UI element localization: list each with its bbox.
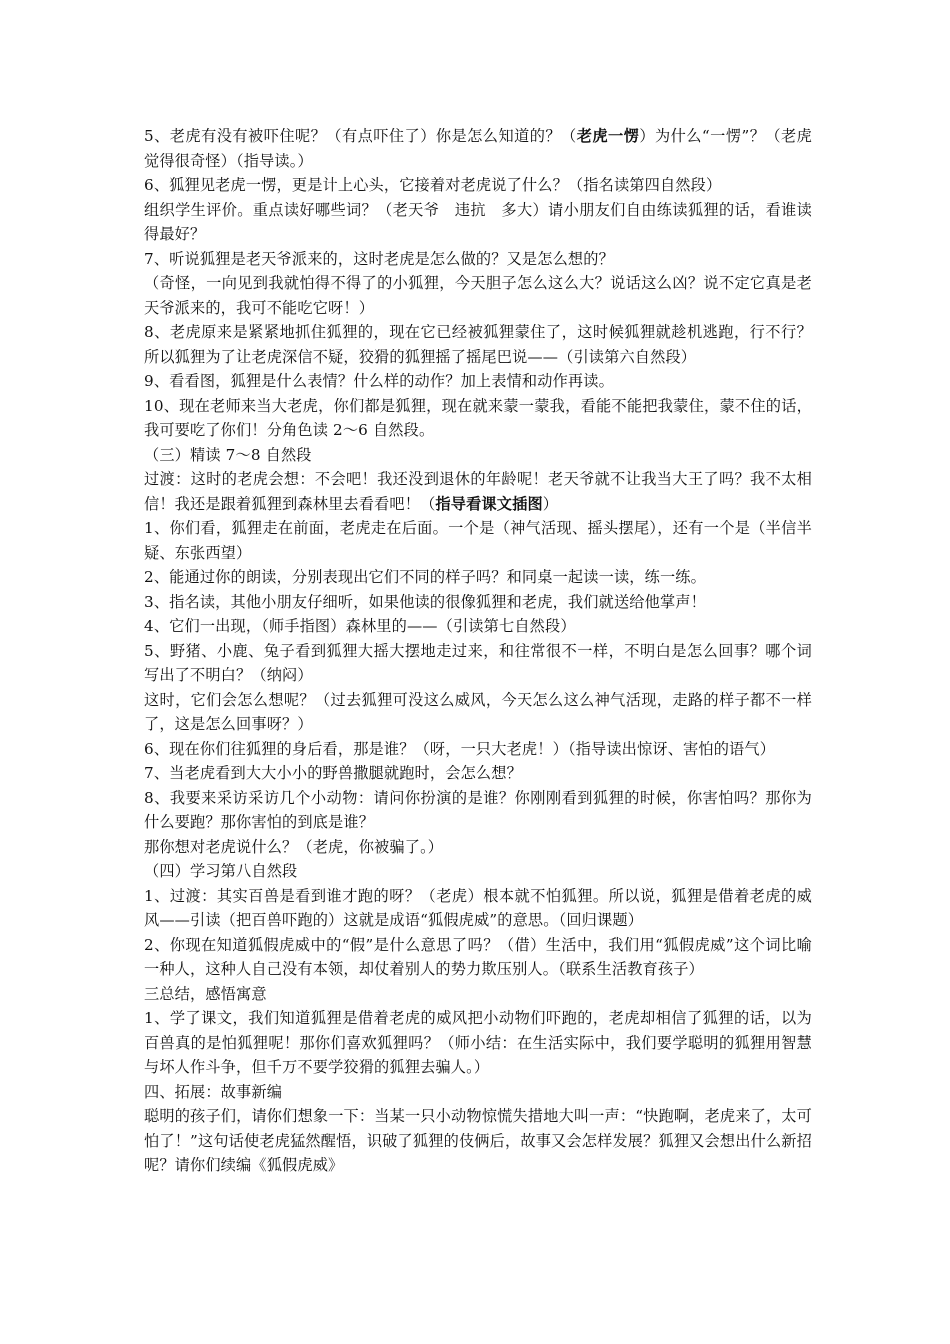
- paragraph-4: [144, 247, 812, 272]
- paragraph-16: [144, 688, 812, 737]
- paragraph-text: 2、你现在知道狐假虎威中的“假”是什么意思了吗？（借）生活中，我们用“狐假虎威”这个词比喻一种人，这种人自己没有本领，却仗着别人的势力欺压别人。（联系生活教育孩子）: [144, 935, 812, 978]
- paragraph-9: [144, 443, 812, 468]
- paragraph-11: [144, 516, 812, 565]
- document-body: [144, 124, 812, 1178]
- paragraph-5: [144, 271, 812, 320]
- paragraph-14: [144, 614, 812, 639]
- paragraph-text: （三）精读 7～8 自然段: [144, 445, 312, 464]
- paragraph-18: [144, 761, 812, 786]
- paragraph-bold-text: 指导看课文插图: [435, 494, 543, 513]
- paragraph-15: [144, 639, 812, 688]
- paragraph-20: [144, 835, 812, 860]
- paragraph-text-after: ）: [542, 494, 559, 513]
- paragraph-19: [144, 786, 812, 835]
- paragraph-text: 过渡：这时的老虎会想：不会吧！我还没到退休的年龄呢！老天爷就不让我当大王了吗？我不太相信！我还是跟着狐狸到森林里去看看吧！（: [144, 470, 812, 513]
- paragraph-25: [144, 1006, 812, 1080]
- paragraph-12: [144, 565, 812, 590]
- paragraph-text: 5、老虎有没有被吓住呢？（有点吓住了）你是怎么知道的？（: [144, 127, 577, 145]
- paragraph-23: [144, 933, 812, 982]
- paragraph-text: 三总结，感悟寓意: [144, 984, 267, 1003]
- paragraph-21: [144, 859, 812, 884]
- paragraph-text: 1、学了课文，我们知道狐狸是借着老虎的威风把小动物们吓跑的，老虎却相信了狐狸的话，以为百兽真的是怕狐狸呢！那你们喜欢狐狸吗？（师小结：在生活实际中，我们要学聪明的狐狸用智慧与坏人作斗争，但千万不要学狡猾的狐狸去骗人。）: [144, 1009, 812, 1076]
- paragraph-text: （奇怪，一向见到我就怕得不得了的小狐狸，今天胆子怎么这么大？说话这么凶？说不定它真是老天爷派来的，我可不能吃它呀！）: [144, 274, 812, 317]
- paragraph-24: [144, 982, 812, 1007]
- paragraph-8: [144, 394, 812, 443]
- paragraph-text-after: ）为什么“一愣”？（老虎觉得很奇怪）（指导读。）: [144, 127, 812, 170]
- paragraph-text: 组织学生评价。重点读好哪些词？（老天爷 违抗 多大）请小朋友们自由练读狐狸的话，看谁读得最好？: [144, 200, 812, 243]
- paragraph-7: [144, 369, 812, 394]
- paragraph-text: 10、现在老师来当大老虎，你们都是狐狸，现在就来蒙一蒙我，看能不能把我蒙住，蒙不住的话，我可要吃了你们！分角色读 2～6 自然段。: [144, 396, 812, 439]
- paragraph-27: [144, 1104, 812, 1178]
- paragraph-text: 7、当老虎看到大大小小的野兽撒腿就跑时，会怎么想？: [144, 764, 522, 782]
- paragraph-text: 8、我要来采访采访几个小动物：请问你扮演的是谁？你刚刚看到狐狸的时候，你害怕吗？那你为什么要跑？那你害怕的到底是谁？: [144, 788, 812, 831]
- paragraph-text: 这时，它们会怎么想呢？（过去狐狸可没这么威风，今天怎么这么神气活现，走路的样子都不一样了，这是怎么回事呀？）: [144, 690, 812, 733]
- paragraph-text: 那你想对老虎说什么？（老虎，你被骗了。）: [144, 837, 444, 856]
- paragraph-text: 5、野猪、小鹿、兔子看到狐狸大摇大摆地走过来，和往常很不一样，不明白是怎么回事？哪个词写出了不明白？（纳闷）: [144, 641, 812, 684]
- paragraph-text: 聪明的孩子们，请你们想象一下：当某一只小动物惊慌失措地大叫一声：“快跑啊，老虎来了，太可怕了！”这句话使老虎猛然醒悟，识破了狐狸的伎俩后，故事又会怎样发展？狐狸又会想出什么新招呢？请你们续编《狐假虎威》: [144, 1107, 812, 1174]
- paragraph-text: 四、拓展：故事新编: [144, 1082, 283, 1101]
- paragraph-22: [144, 884, 812, 933]
- paragraph-text: 1、过渡：其实百兽是看到谁才跑的呀？（老虎）根本就不怕狐狸。所以说，狐狸是借着老虎的威风——引读（把百兽吓跑的）这就是成语“狐假虎威”的意思。（回归课题）: [144, 886, 812, 929]
- paragraph-text: 1、你们看，狐狸走在前面，老虎走在后面。一个是（神气活现、摇头摆尾），还有一个是（半信半疑、东张西望）: [144, 519, 812, 562]
- paragraph-text: 3、指名读，其他小朋友仔细听，如果他读的很像狐狸和老虎，我们就送给他掌声！: [144, 592, 706, 611]
- paragraph-text: 4、它们一出现，（师手指图）森林里的——（引读第七自然段）: [144, 617, 576, 635]
- paragraph-13: [144, 590, 812, 615]
- paragraph-1: [144, 124, 812, 173]
- paragraph-10: [144, 467, 812, 516]
- paragraph-17: [144, 737, 812, 762]
- paragraph-3: [144, 198, 812, 247]
- paragraph-text: 9、看看图，狐狸是什么表情？什么样的动作？加上表情和动作再读。: [144, 372, 614, 390]
- paragraph-text: 8、老虎原来是紧紧地抓住狐狸的，现在它已经被狐狸蒙住了，这时候狐狸就趁机逃跑，行不行？所以狐狸为了让老虎深信不疑，狡猾的狐狸摇了摇尾巴说——（引读第六自然段）: [144, 323, 812, 366]
- paragraph-6: [144, 320, 812, 369]
- paragraph-text: 7、听说狐狸是老天爷派来的，这时老虎是怎么做的？又是怎么想的？: [144, 249, 614, 268]
- paragraph-text: 2、能通过你的朗读，分别表现出它们不同的样子吗？和同桌一起读一读，练一练。: [144, 568, 706, 586]
- paragraph-2: [144, 173, 812, 198]
- paragraph-text: （四）学习第八自然段: [144, 862, 298, 880]
- paragraph-bold-text: 老虎一愣: [576, 127, 640, 145]
- paragraph-text: 6、狐狸见老虎一愣，更是计上心头，它接着对老虎说了什么？（指名读第四自然段）: [144, 176, 722, 194]
- paragraph-text: 6、现在你们往狐狸的身后看，那是谁？（呀，一只大老虎！）（指导读出惊讶、害怕的语气）: [144, 739, 776, 758]
- paragraph-26: [144, 1080, 812, 1105]
